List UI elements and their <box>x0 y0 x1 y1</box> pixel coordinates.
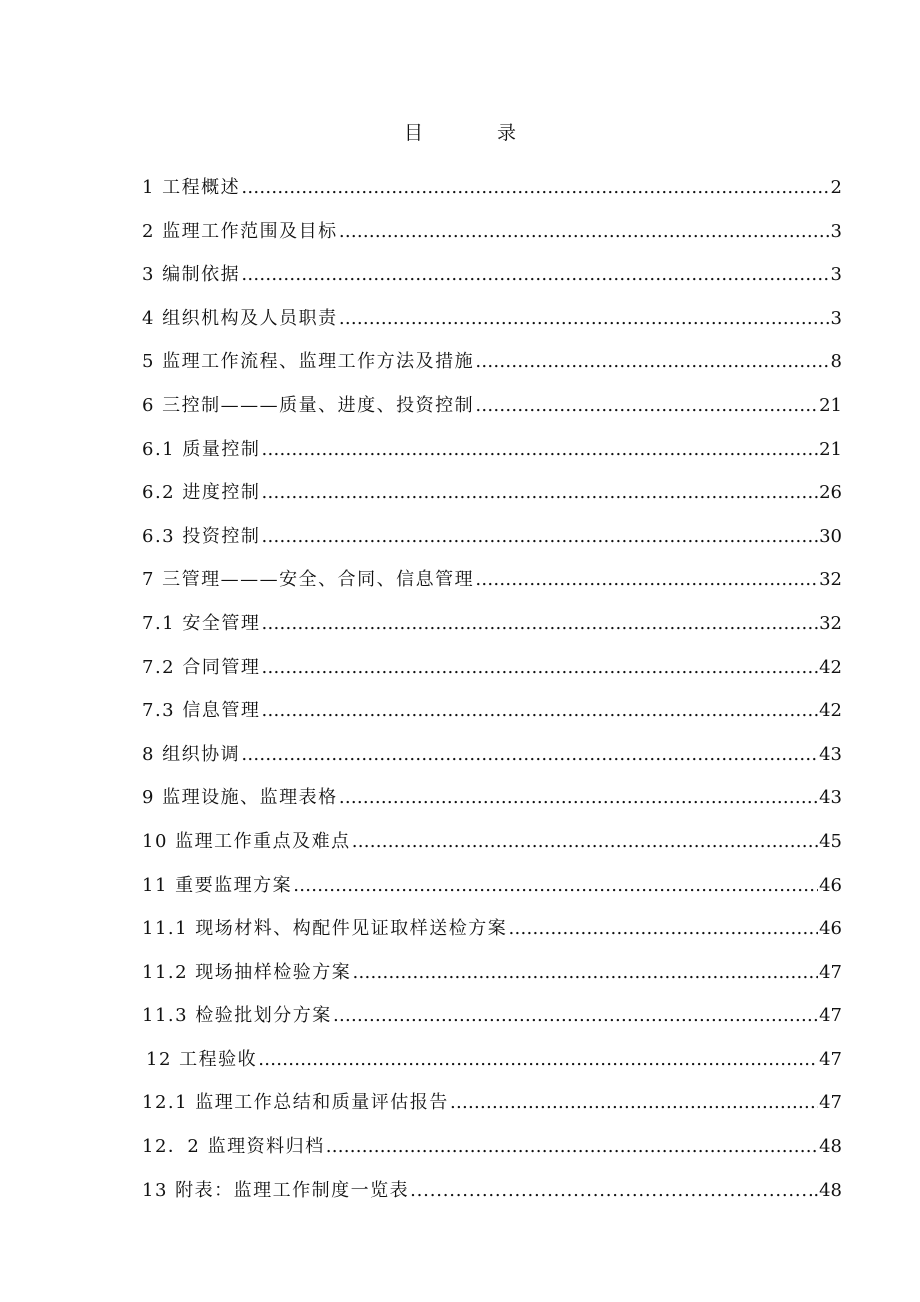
toc-entry-page-number: 26 <box>819 482 842 504</box>
toc-dot-leader <box>261 471 818 515</box>
toc-dot-leader <box>339 297 830 341</box>
toc-dot-leader <box>261 646 818 690</box>
toc-entry-page-number: 47 <box>819 1092 842 1114</box>
toc-entry-page-number: 42 <box>819 700 842 722</box>
toc-entry <box>142 166 842 210</box>
toc-entry <box>142 558 842 602</box>
toc-dot-leader <box>241 253 829 297</box>
toc-entry-label: 12.1 监理工作总结和质量评估报告 <box>142 1092 449 1114</box>
toc-entry <box>142 1038 842 1082</box>
toc-entry <box>142 340 842 384</box>
toc-entry <box>142 253 842 297</box>
toc-entry-label: 11.2 现场抽样检验方案 <box>142 961 352 983</box>
toc-entry-label: 7.3 信息管理 <box>142 700 261 722</box>
toc-entry-label: 7 三管理———安全、合同、信息管理 <box>142 569 475 591</box>
toc-entry <box>142 1081 842 1125</box>
toc-entry-label: 12 工程验收 <box>146 1048 258 1070</box>
toc-entry <box>142 951 842 995</box>
toc-entry <box>142 733 842 777</box>
toc-entry-label: 6.2 进度控制 <box>142 482 261 504</box>
toc-entry-label: 4 组织机构及人员职责 <box>142 307 338 329</box>
toc-entry-label: 1 工程概述 <box>142 177 241 198</box>
toc-entry-page-number: 32 <box>819 612 842 634</box>
toc-entry <box>142 864 842 908</box>
toc-entry-label: 6.3 投资控制 <box>142 525 261 547</box>
toc-dot-leader <box>339 776 818 820</box>
toc-dot-leader <box>450 1081 818 1125</box>
toc-dot-leader <box>261 602 818 646</box>
toc-dot-leader <box>508 907 818 951</box>
toc-entry-page-number: 45 <box>819 830 842 852</box>
toc-entry-page-number: 21 <box>819 438 842 460</box>
toc-entry-page-number: 3 <box>830 220 842 242</box>
toc-entry-page-number: 8 <box>830 351 842 373</box>
toc-entry-label: 2 监理工作范围及目标 <box>142 220 338 242</box>
toc-title: 目 录 <box>403 122 551 144</box>
toc-entry-page-number: .48 <box>813 1179 842 1201</box>
toc-dot-leader <box>339 210 830 254</box>
toc-entry <box>142 994 842 1038</box>
toc-dot-leader <box>326 1125 819 1169</box>
toc-entry-page-number: 46 <box>819 918 842 940</box>
toc-entry-page-number: 30 <box>819 525 842 547</box>
toc-dot-leader <box>241 166 829 210</box>
toc-entry <box>142 515 842 559</box>
toc-list <box>142 166 842 1212</box>
toc-entry-page-number: 46 <box>819 874 842 896</box>
toc-dot-leader <box>475 340 829 384</box>
toc-entry <box>142 1125 842 1169</box>
toc-entry-label: 11.3 检验批划分方案 <box>142 1005 332 1027</box>
toc-entry <box>142 384 842 428</box>
toc-dot-leader <box>261 689 818 733</box>
toc-entry-label: 8 组织协调 <box>142 743 241 765</box>
toc-entry-page-number: 2 <box>830 177 842 198</box>
toc-entry-page-number: 48 <box>819 1136 842 1158</box>
toc-entry-page-number: 21 <box>819 394 842 416</box>
toc-entry-label: 5 监理工作流程、监理工作方法及措施 <box>142 351 475 373</box>
toc-entry-page-number: 32 <box>819 569 842 591</box>
toc-entry-page-number: 47 <box>819 961 842 983</box>
toc-entry <box>142 602 842 646</box>
toc-entry <box>142 776 842 820</box>
toc-dot-leader <box>241 733 818 777</box>
toc-dot-leader <box>475 384 818 428</box>
toc-entry-page-number: 43 <box>819 743 842 765</box>
toc-entry-page-number: 47 <box>819 1005 842 1027</box>
toc-dot-leader <box>293 864 818 908</box>
toc-entry <box>142 646 842 690</box>
toc-entry-page-number: 42 <box>819 656 842 678</box>
toc-dot-leader <box>475 558 818 602</box>
toc-dot-leader <box>261 428 818 472</box>
toc-dot-leader <box>410 1169 812 1213</box>
toc-entry-page-number: 43 <box>819 787 842 809</box>
toc-entry-label: 7.2 合同管理 <box>142 656 261 678</box>
toc-entry-label: 13 附表：监理工作制度一览表 <box>142 1179 410 1201</box>
toc-entry-label: 10 监理工作重点及难点 <box>142 830 351 852</box>
toc-entry-label: 7.1 安全管理 <box>142 612 261 634</box>
toc-dot-leader <box>258 1038 818 1082</box>
toc-entry-page-number: 3 <box>830 307 842 329</box>
toc-entry-label: 6.1 质量控制 <box>142 438 261 460</box>
toc-entry <box>142 428 842 472</box>
toc-entry <box>142 820 842 864</box>
toc-dot-leader <box>333 994 818 1038</box>
toc-entry <box>142 689 842 733</box>
toc-entry-page-number: 47 <box>819 1048 842 1070</box>
toc-entry <box>142 907 842 951</box>
toc-entry <box>142 297 842 341</box>
toc-entry-label: 11 重要监理方案 <box>142 874 293 896</box>
toc-entry <box>142 1169 842 1213</box>
toc-entry-label: 3 编制依据 <box>142 264 241 286</box>
toc-entry-label: 11.1 现场材料、构配件见证取样送检方案 <box>142 918 508 940</box>
toc-dot-leader <box>352 951 818 995</box>
toc-entry-label: 6 三控制———质量、进度、投资控制 <box>142 394 475 416</box>
toc-entry <box>142 210 842 254</box>
toc-entry-page-number: 3 <box>830 264 842 286</box>
toc-entry-label: 12．2 监理资料归档 <box>142 1136 325 1158</box>
toc-dot-leader <box>261 515 818 559</box>
toc-entry-label: 9 监理设施、监理表格 <box>142 787 338 809</box>
toc-dot-leader <box>352 820 818 864</box>
toc-entry <box>142 471 842 515</box>
